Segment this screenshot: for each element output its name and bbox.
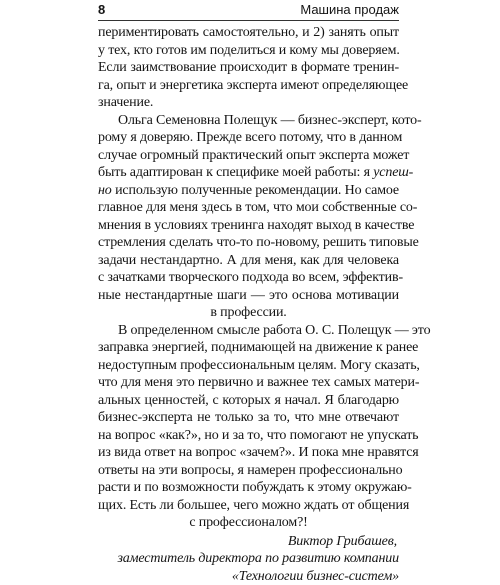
text-line: мнения в условиях тренинга находят выход в качестве (98, 217, 399, 235)
text-line-with-emphasis (98, 182, 399, 200)
emphasis-word: но (98, 183, 112, 198)
signature-company: «Технологии бизнес-систем» (98, 568, 399, 585)
text-line: щих. Есть ли большее, чего можно ждать от общения (98, 497, 399, 515)
text-line: бизнес-эксперта не только за то, что мне отвечают (98, 409, 399, 427)
body-text (98, 24, 399, 585)
text-line: расти и по возможности побуждать к этому окружаю- (98, 479, 399, 497)
text-line: из вида ответ на вопрос «зачем?». И пока мне нравятся (98, 444, 399, 462)
text-line-with-emphasis (98, 164, 399, 182)
text-line: значение. (98, 94, 399, 112)
paragraph-2 (98, 112, 399, 322)
text-line: альных ценностей, с которых я начал. Я благодарю (98, 392, 399, 410)
text-segment: быть адаптирован к специфике моей работы: я (98, 165, 373, 180)
text-line: в профессии. (98, 304, 399, 322)
text-line: стремления сделать что-то по-новому, решить типовые (98, 234, 399, 252)
text-line: задачи нестандартно. А для меня, как для человека (98, 252, 399, 270)
header-rule (98, 20, 399, 21)
paragraph-3 (98, 322, 399, 532)
text-line: га, опыт и энергетика эксперта имеют определяющее (98, 77, 399, 95)
page-number: 8 (98, 2, 105, 18)
text-segment: использую полученные рекомендации. Но самое (115, 183, 399, 198)
text-line: с зачатками творческого подхода во всем, эффектив- (98, 269, 399, 287)
text-line: Если заимствование происходит в формате тренин- (98, 59, 399, 77)
signature-position: заместитель директора по развитию компании (98, 550, 399, 568)
signature-author: Виктор Грибашев, (98, 533, 399, 551)
text-line: у тех, кто готов им поделиться и кому мы доверяем. (98, 42, 399, 60)
text-line: ные нестандартные шаги — это основа мотивации (98, 287, 399, 305)
emphasis-word: успеш- (373, 165, 413, 180)
running-title: Машина продаж (300, 2, 399, 18)
text-line: Ольга Семеновна Полещук — бизнес-эксперт, кото- (98, 112, 399, 130)
text-line: случае огромный практический опыт эксперта может (98, 147, 399, 165)
text-line: ответы на эти вопросы, я намерен профессионально (98, 462, 399, 480)
text-line: на вопрос «как?», но и за то, что помогают не упускать (98, 427, 399, 445)
text-line: недоступным профессиональным целям. Могу сказать, (98, 357, 399, 375)
text-line: с профессионалом?! (98, 514, 399, 532)
running-head (0, 0, 500, 22)
text-line: периментировать самостоятельно, и 2) занять опыт (98, 24, 399, 42)
text-line: главное для меня здесь в том, что мои собственные со- (98, 199, 399, 217)
text-line: В определенном смысле работа О. С. Полещук — это (98, 322, 399, 340)
text-line: что для меня это первично и важнее тех самых матери- (98, 374, 399, 392)
text-line: рому я доверяю. Прежде всего потому, что в данном (98, 129, 399, 147)
paragraph-1 (98, 24, 399, 112)
signature-block (98, 533, 399, 585)
text-line: заправка энергией, поднимающей на движение к ранее (98, 339, 399, 357)
